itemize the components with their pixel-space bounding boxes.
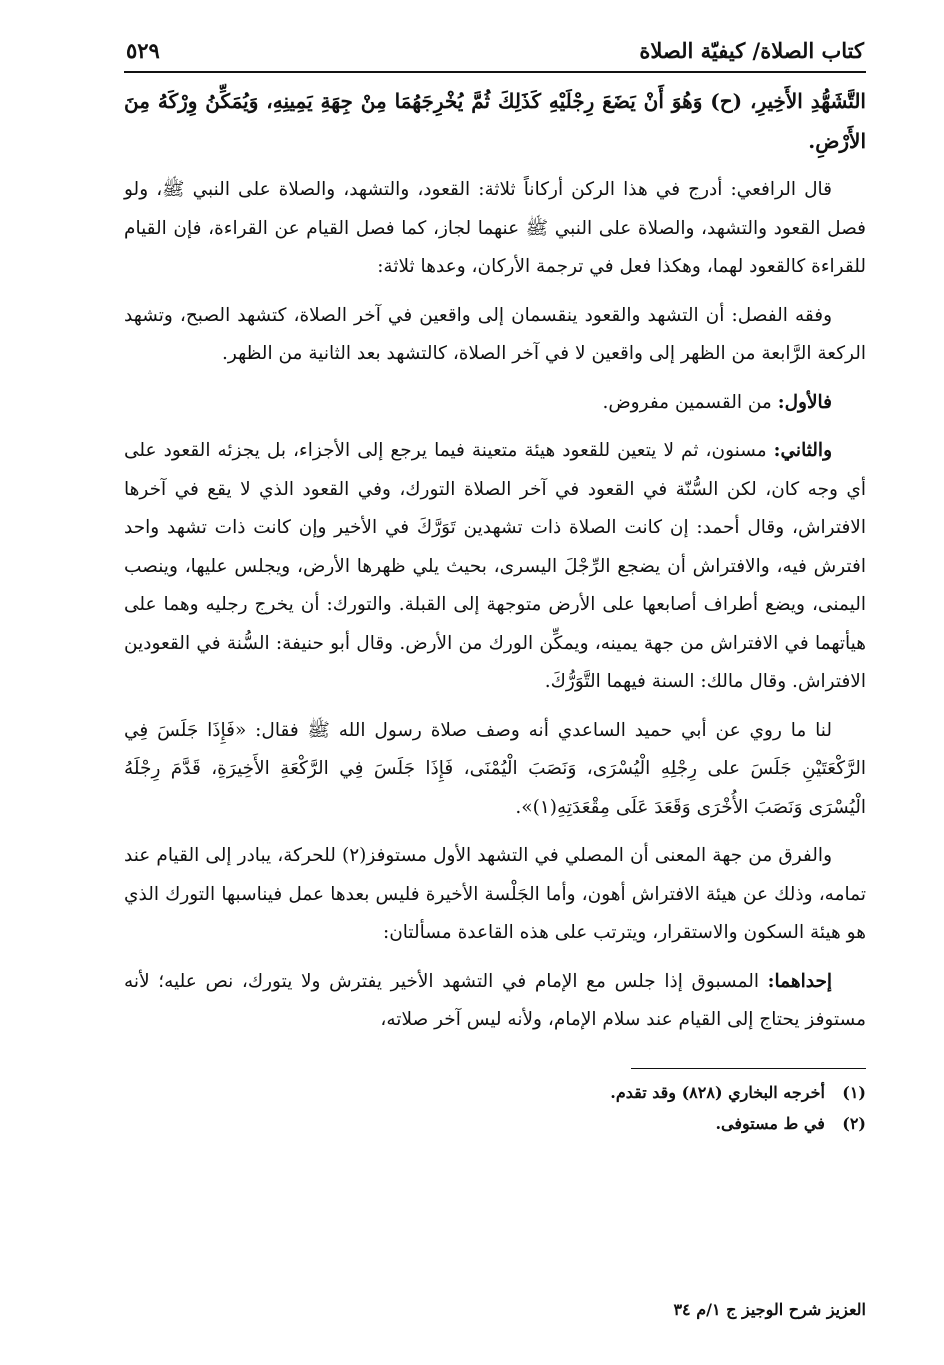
paragraph-3-text: من القسمين مفروض. [602, 391, 772, 413]
paragraph-4 [124, 432, 866, 702]
paragraph-4-text: مسنون، ثم لا يتعين للقعود هيئة متعينة فيما يرجع إلى الأجزاء، بل يجزئه القعود على أي وجه كان، لكن السُّنّة في القعود في آخر الصلاة التورك، وفي القعود الذي لا يقع في آخرها الافتراش، وقال أحمد: إن كانت الصلاة ذات تشهدين تَوَرَّكَ في الأخير وإن كانت ذات تشهد واحد افترش فيه، والافتراش أن يضجع الرِّجْلَ اليسرى، بحيث يلي ظهرها الأرض، ويجلس عليها، وينصب اليمنى، ويضع أطراف أصابعها على الأرض متوجهة إلى القبلة. والتورك: أن يخرج رجليه وهما على هيأتهما في الافتراش من جهة يمينه، ويمكِّن الورك من الأرض. وقال أبو حنيفة: السُّنة في القعودين الافتراش. وقال مالك: السنة فيهما التَّوَرُّكَ. [124, 440, 867, 692]
footnote-2-number: (٢) [842, 1113, 866, 1133]
running-title: كتاب الصلاة/ كيفيّة الصلاة [639, 38, 864, 63]
footnote-1 [124, 1077, 866, 1108]
page-number: ٥٢٩ [126, 38, 160, 63]
paragraph-5: لنا ما روي عن أبي حميد الساعدي أنه وصف صلاة رسول الله ﷺ فقال: «فَإِذَا جَلَسَ فِي الرَّكْعَتَيْنِ جَلَسَ على رِجْلِهِ الْيُسْرَى، وَنَصَبَ الْيُمْنَى، فَإِذَا جَلَسَ فِي الرَّكْعَةِ الأَخِيرَةِ، قَدَّمَ رِجْلَهُ الْيُسْرَى وَنَصَبَ الأُخْرَى وَقَعَدَ عَلَى مِقْعَدَتِهِ(١)». [124, 719, 866, 818]
footnote-1-text: أخرجه البخاري (٨٢٨) وقد تقدم. [610, 1082, 825, 1102]
paragraph-1: قال الرافعي: أدرج في هذا الركن أركاناً ثلاثة: القعود، والتشهد، والصلاة على النبي ﷺ، ولو فصل القعود والتشهد، والصلاة على النبي ﷺ عنهما لجاز، كما فصل القيام عن القراءة، فإن القيام للقراءة كالقعود لهما، وهكذا فعل في ترجمة الأركان، وعدها ثلاثة: [124, 179, 866, 277]
paragraph-3 [124, 384, 866, 423]
page-header [124, 38, 866, 69]
paragraph-3-lead: فالأول: [777, 391, 832, 413]
paragraph-7 [124, 963, 866, 1040]
header-rule [124, 71, 866, 73]
signature-line: العزيز شرح الوجيز ج ١/م ٣٤ [673, 1300, 866, 1319]
page-footer [124, 1300, 866, 1319]
matn-text: التَّشَهُّدِ الأَخِيرِ، (ح) وَهُوَ أَنْ يَضَعَ رِجْلَيْهِ كَذَلِكَ ثُمَّ يُخْرِجَهُمَا مِنْ جِهَةِ يَمِينِهِ، وَيُمَكِّنُ وِرْكَهُ مِنَ الأَرْضِ. [124, 89, 866, 153]
footnote-1-number: (١) [842, 1082, 866, 1102]
footnote-rule [631, 1068, 866, 1069]
paragraph-4-lead: والثاني: [773, 440, 832, 461]
paragraph-7-text: المسبوق إذا جلس مع الإمام في التشهد الأخير يفترش ولا يتورك، نص عليه؛ لأنه مستوفز يحتاج إلى القيام عند سلام الإمام، ولأنه ليس آخر صلاته، [124, 970, 866, 1030]
footnote-2-text: في ط مستوفى. [715, 1113, 825, 1133]
paragraph-7-lead: إحداهما: [767, 970, 833, 992]
footnote-2 [124, 1108, 866, 1139]
footnotes [124, 1077, 866, 1139]
paragraph-2: وفقه الفصل: أن التشهد والقعود ينقسمان إلى واقعين في آخر الصلاة، كتشهد الصبح، وتشهد الركعة الرَّابعة من الظهر إلى واقعين لا في آخر الصلاة، كالتشهد بعد الثانية من الظهر. [124, 304, 866, 364]
paragraph-6: والفرق من جهة المعنى أن المصلي في التشهد الأول مستوفز(٢) للحركة، يبادر إلى القيام عند تمامه، وذلك عن هيئة الافتراش أهون، وأما الجَلْسة الأخيرة فليس بعدها عمل فيناسبها التورك الذي هو هيئة السكون والاستقرار، ويترتب على هذه القاعدة مسألتان: [124, 845, 866, 943]
